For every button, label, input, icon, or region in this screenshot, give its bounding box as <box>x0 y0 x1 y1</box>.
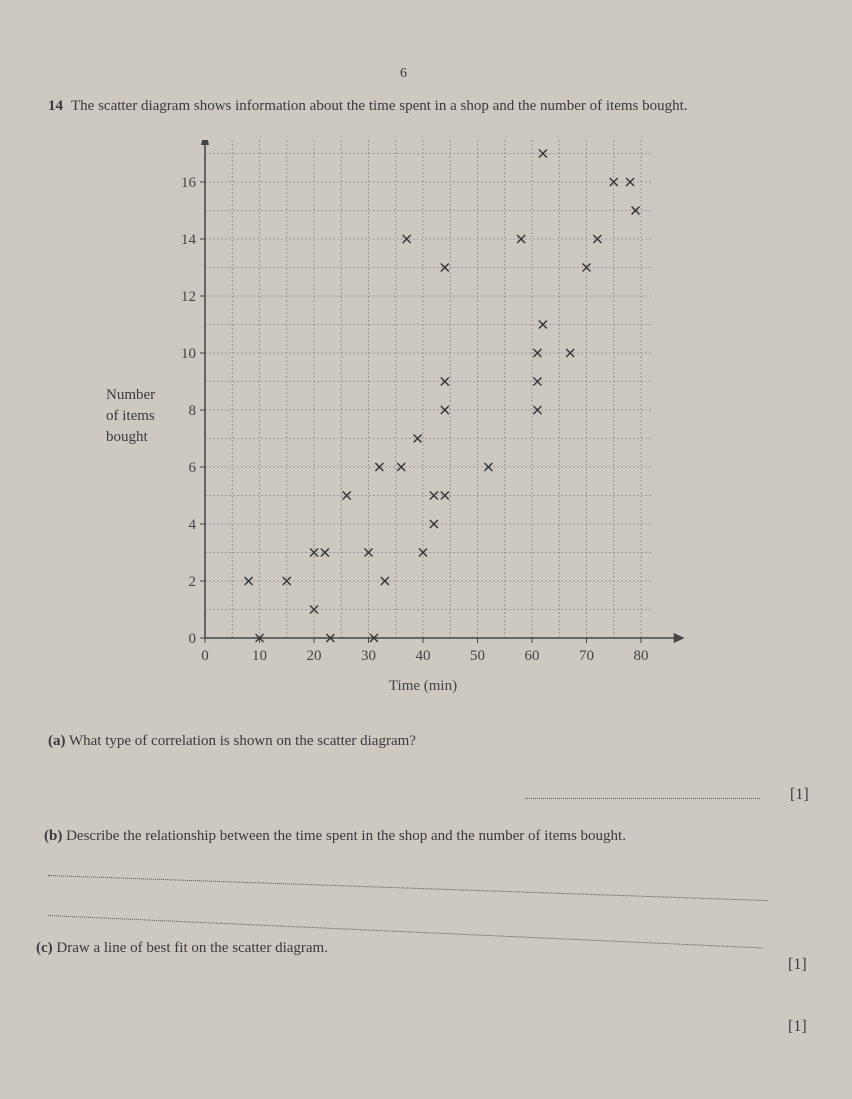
y-label-line: Number <box>106 387 156 403</box>
y-tick-label: 0 <box>188 631 196 647</box>
part-text: Draw a line of best fit on the scatter diagram. <box>56 940 328 956</box>
y-tick-label: 14 <box>181 232 196 248</box>
data-point-cross <box>430 492 438 500</box>
data-point-cross <box>430 520 438 528</box>
x-tick-label: 70 <box>579 648 594 664</box>
x-tick-label: 40 <box>415 648 431 664</box>
y-label-line: bought <box>106 429 148 445</box>
y-tick-label: 4 <box>188 517 196 533</box>
y-tick-label: 6 <box>188 460 196 476</box>
question-text: The scatter diagram shows information about the time spent in a shop and the number of items bought. <box>71 98 688 114</box>
part-a <box>48 733 416 750</box>
part-label: (c) <box>36 940 53 956</box>
marks-c: [1] <box>788 1018 807 1035</box>
data-point-cross <box>566 349 574 357</box>
y-axis-arrow <box>201 140 209 145</box>
answer-line-a[interactable] <box>525 798 760 799</box>
x-axis-label: Time (min) <box>388 678 458 694</box>
data-point-cross <box>626 178 634 186</box>
part-label: (b) <box>44 828 63 844</box>
y-tick-label: 12 <box>181 289 196 305</box>
x-tick-label: 80 <box>633 648 649 664</box>
x-tick-label: 50 <box>470 648 485 664</box>
part-c <box>36 940 328 957</box>
question-intro <box>48 98 688 115</box>
x-tick-label: 30 <box>361 648 376 664</box>
part-text: What type of correlation is shown on the scatter diagram? <box>68 733 416 749</box>
page-number: 6 <box>400 66 407 81</box>
question-number: 14 <box>48 98 63 114</box>
part-b <box>44 828 626 845</box>
x-tick-label: 10 <box>252 648 267 664</box>
x-tick-label: 20 <box>306 648 322 664</box>
x-tick-label: 0 <box>201 648 209 664</box>
part-text: Describe the relationship between the time spent in the shop and the number of items bought. <box>66 828 626 844</box>
scatter-diagram <box>170 140 700 700</box>
answer-line-b1[interactable] <box>48 875 768 901</box>
x-axis-arrow <box>674 633 685 643</box>
y-tick-label: 2 <box>188 574 196 590</box>
x-tick-label: 60 <box>524 648 540 664</box>
y-axis-label <box>106 385 155 448</box>
y-tick-label: 16 <box>181 175 196 191</box>
marks-a: [1] <box>790 786 809 803</box>
y-tick-label: 8 <box>188 403 196 419</box>
marks-b: [1] <box>788 956 807 973</box>
y-label-line: of items <box>106 408 155 424</box>
part-label: (a) <box>48 733 66 749</box>
y-tick-label: 10 <box>181 346 196 362</box>
